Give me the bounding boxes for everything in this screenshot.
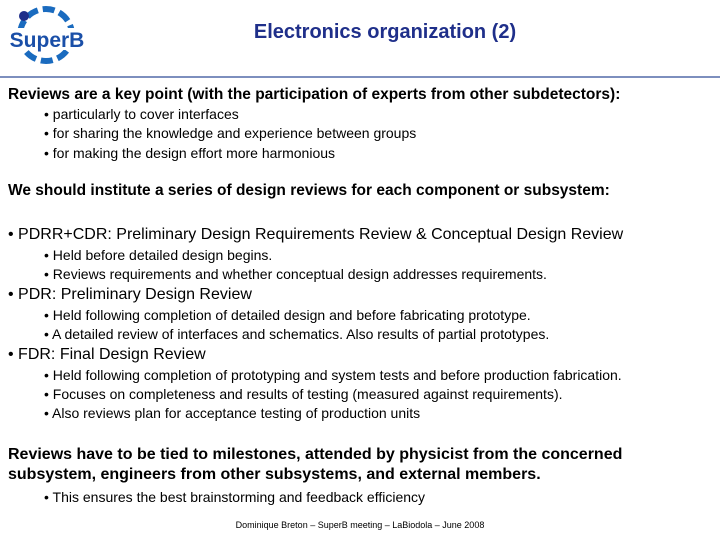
review-pdrr-cdr: • PDRR+CDR: Preliminary Design Requirements Review & Conceptual Design Review [8,226,624,243]
title-divider [0,76,720,78]
review-bullet: • Held following completion of prototyping and system tests and before production fabrication. [44,367,622,383]
intro-bullet: • for sharing the knowledge and experience between groups [44,125,417,141]
intro-bullet: • particularly to cover interfaces [44,106,239,122]
review-bullet: • Focuses on completeness and results of testing (measured against requirements). [44,386,563,402]
superb-logo [6,4,88,68]
page-title: Electronics organization (2) [253,21,517,43]
review-bullet: • Also reviews plan for acceptance testing of production units [44,405,421,421]
intro-heading: Reviews are a key point (with the participation of experts from other subdetectors): [8,86,621,103]
review-pdr: • PDR: Preliminary Design Review [8,286,252,303]
intro-bullet: • for making the design effort more harmonious [44,145,336,161]
review-bullet: • Reviews requirements and whether conceptual design addresses requirements. [44,266,547,282]
review-bullet: • Held following completion of detailed design and before fabricating prototype. [44,307,531,323]
series-heading: We should institute a series of design reviews for each component or subsystem: [8,182,610,199]
review-bullet: • A detailed review of interfaces and schematics. Also results of partial prototypes. [44,326,550,342]
milestones-heading: Reviews have to be tied to milestones, attended by physicist from the concerned subsystem, engineers from other subsystems, and external members. [8,446,623,483]
review-fdr: • FDR: Final Design Review [8,346,206,363]
review-bullet: • Held before detailed design begins. [44,247,273,263]
svg-text:SuperB: SuperB [9,29,85,52]
milestones-bullet: • This ensures the best brainstorming and feedback efficiency [44,489,426,505]
footer-credit: Dominique Breton – SuperB meeting – LaBiodola – June 2008 [235,520,485,530]
